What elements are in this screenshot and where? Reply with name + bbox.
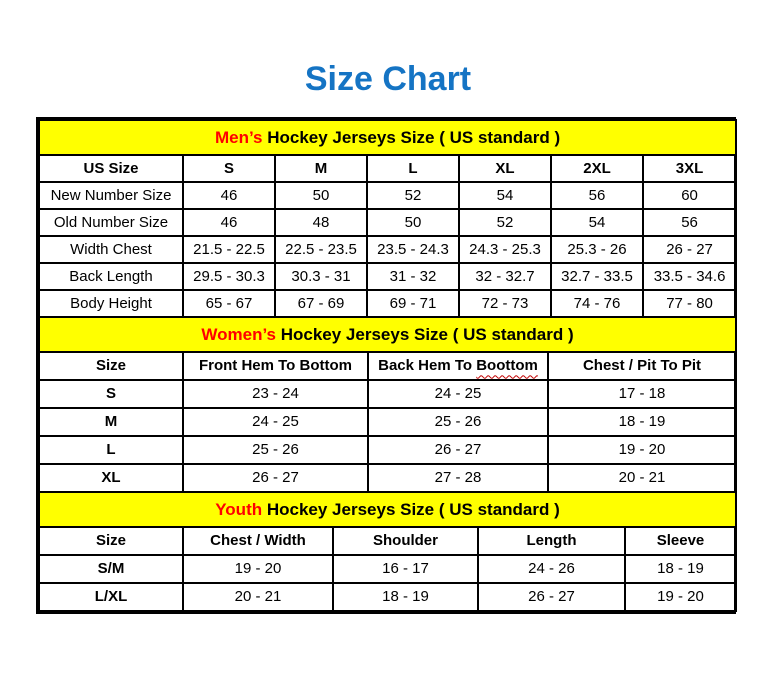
- column-header: M: [275, 155, 367, 182]
- cell: 24.3 - 25.3: [459, 236, 551, 263]
- column-header: S: [183, 155, 275, 182]
- row-label: XL: [39, 464, 183, 492]
- youth-column-header-row: [39, 527, 736, 555]
- column-header: Chest / Width: [183, 527, 333, 555]
- cell: 24 - 25: [368, 380, 548, 408]
- column-header: 2XL: [551, 155, 643, 182]
- column-header: Shoulder: [333, 527, 478, 555]
- cell: 56: [643, 209, 736, 236]
- row-label: L/XL: [39, 583, 183, 611]
- cell: 48: [275, 209, 367, 236]
- cell: 26 - 27: [643, 236, 736, 263]
- cell: 16 - 17: [333, 555, 478, 583]
- table-row: [39, 290, 736, 317]
- table-row: [39, 408, 736, 436]
- row-label: M: [39, 408, 183, 436]
- cell: 50: [367, 209, 459, 236]
- table-row: [39, 209, 736, 236]
- mens-section-header-row: [39, 120, 736, 155]
- womens-size-table: [38, 316, 737, 493]
- mens-column-header-row: [39, 155, 736, 182]
- cell: 31 - 32: [367, 263, 459, 290]
- cell: 46: [183, 209, 275, 236]
- row-label: S/M: [39, 555, 183, 583]
- youth-size-table: [38, 491, 737, 612]
- cell: 19 - 20: [625, 583, 736, 611]
- cell: 26 - 27: [478, 583, 625, 611]
- cell: 20 - 21: [183, 583, 333, 611]
- row-label: Body Height: [39, 290, 183, 317]
- cell: 54: [459, 182, 551, 209]
- cell: 21.5 - 22.5: [183, 236, 275, 263]
- cell: 22.5 - 23.5: [275, 236, 367, 263]
- womens-column-header-row: [39, 352, 736, 380]
- back-hem-misspelled-word: Boottom: [476, 357, 538, 375]
- cell: 56: [551, 182, 643, 209]
- cell: 18 - 19: [333, 583, 478, 611]
- table-row: [39, 380, 736, 408]
- table-row: [39, 182, 736, 209]
- cell: 60: [643, 182, 736, 209]
- row-label: Width Chest: [39, 236, 183, 263]
- mens-band-text: Hockey Jerseys Size ( US standard ): [262, 127, 561, 147]
- youth-label: Youth: [215, 499, 263, 519]
- column-header: Front Hem To Bottom: [183, 352, 368, 380]
- back-hem-prefix: Back Hem To: [378, 357, 477, 375]
- size-chart-tables: [36, 117, 736, 614]
- column-header: XL: [459, 155, 551, 182]
- womens-label: Women’s: [201, 324, 276, 344]
- cell: 74 - 76: [551, 290, 643, 317]
- row-label: Old Number Size: [39, 209, 183, 236]
- cell: 23.5 - 24.3: [367, 236, 459, 263]
- cell: 32 - 32.7: [459, 263, 551, 290]
- cell: 18 - 19: [625, 555, 736, 583]
- column-header: Sleeve: [625, 527, 736, 555]
- table-row: [39, 555, 736, 583]
- column-header: L: [367, 155, 459, 182]
- table-row: [39, 263, 736, 290]
- cell: 69 - 71: [367, 290, 459, 317]
- column-header-misspelled: [368, 352, 548, 380]
- cell: 50: [275, 182, 367, 209]
- cell: 65 - 67: [183, 290, 275, 317]
- column-header: 3XL: [643, 155, 736, 182]
- cell: 27 - 28: [368, 464, 548, 492]
- youth-section-header: [39, 492, 736, 527]
- column-header: Size: [39, 527, 183, 555]
- cell: 24 - 26: [478, 555, 625, 583]
- column-header: US Size: [39, 155, 183, 182]
- cell: 46: [183, 182, 275, 209]
- cell: 19 - 20: [183, 555, 333, 583]
- cell: 77 - 80: [643, 290, 736, 317]
- cell: 26 - 27: [183, 464, 368, 492]
- row-label: L: [39, 436, 183, 464]
- youth-band-text: Hockey Jerseys Size ( US standard ): [262, 499, 560, 519]
- cell: 52: [367, 182, 459, 209]
- row-label: Back Length: [39, 263, 183, 290]
- column-header: Chest / Pit To Pit: [548, 352, 736, 380]
- cell: 25.3 - 26: [551, 236, 643, 263]
- mens-section-header: [39, 120, 736, 155]
- cell: 25 - 26: [368, 408, 548, 436]
- womens-section-header: [39, 317, 736, 352]
- table-row: [39, 236, 736, 263]
- column-header: Size: [39, 352, 183, 380]
- cell: 30.3 - 31: [275, 263, 367, 290]
- cell: 20 - 21: [548, 464, 736, 492]
- youth-section-header-row: [39, 492, 736, 527]
- table-row: [39, 583, 736, 611]
- cell: 54: [551, 209, 643, 236]
- column-header: Length: [478, 527, 625, 555]
- cell: 23 - 24: [183, 380, 368, 408]
- row-label: S: [39, 380, 183, 408]
- womens-section-header-row: [39, 317, 736, 352]
- mens-size-table: [38, 119, 737, 318]
- cell: 25 - 26: [183, 436, 368, 464]
- cell: 33.5 - 34.6: [643, 263, 736, 290]
- cell: 67 - 69: [275, 290, 367, 317]
- cell: 52: [459, 209, 551, 236]
- mens-label: Men’s: [214, 127, 263, 147]
- page-title: Size Chart: [304, 60, 472, 98]
- cell: 32.7 - 33.5: [551, 263, 643, 290]
- table-row: [39, 436, 736, 464]
- womens-band-text: Hockey Jerseys Size ( US standard ): [276, 324, 574, 344]
- cell: 29.5 - 30.3: [183, 263, 275, 290]
- cell: 24 - 25: [183, 408, 368, 436]
- cell: 18 - 19: [548, 408, 736, 436]
- cell: 19 - 20: [548, 436, 736, 464]
- cell: 72 - 73: [459, 290, 551, 317]
- cell: 26 - 27: [368, 436, 548, 464]
- row-label: New Number Size: [39, 182, 183, 209]
- table-row: [39, 464, 736, 492]
- cell: 17 - 18: [548, 380, 736, 408]
